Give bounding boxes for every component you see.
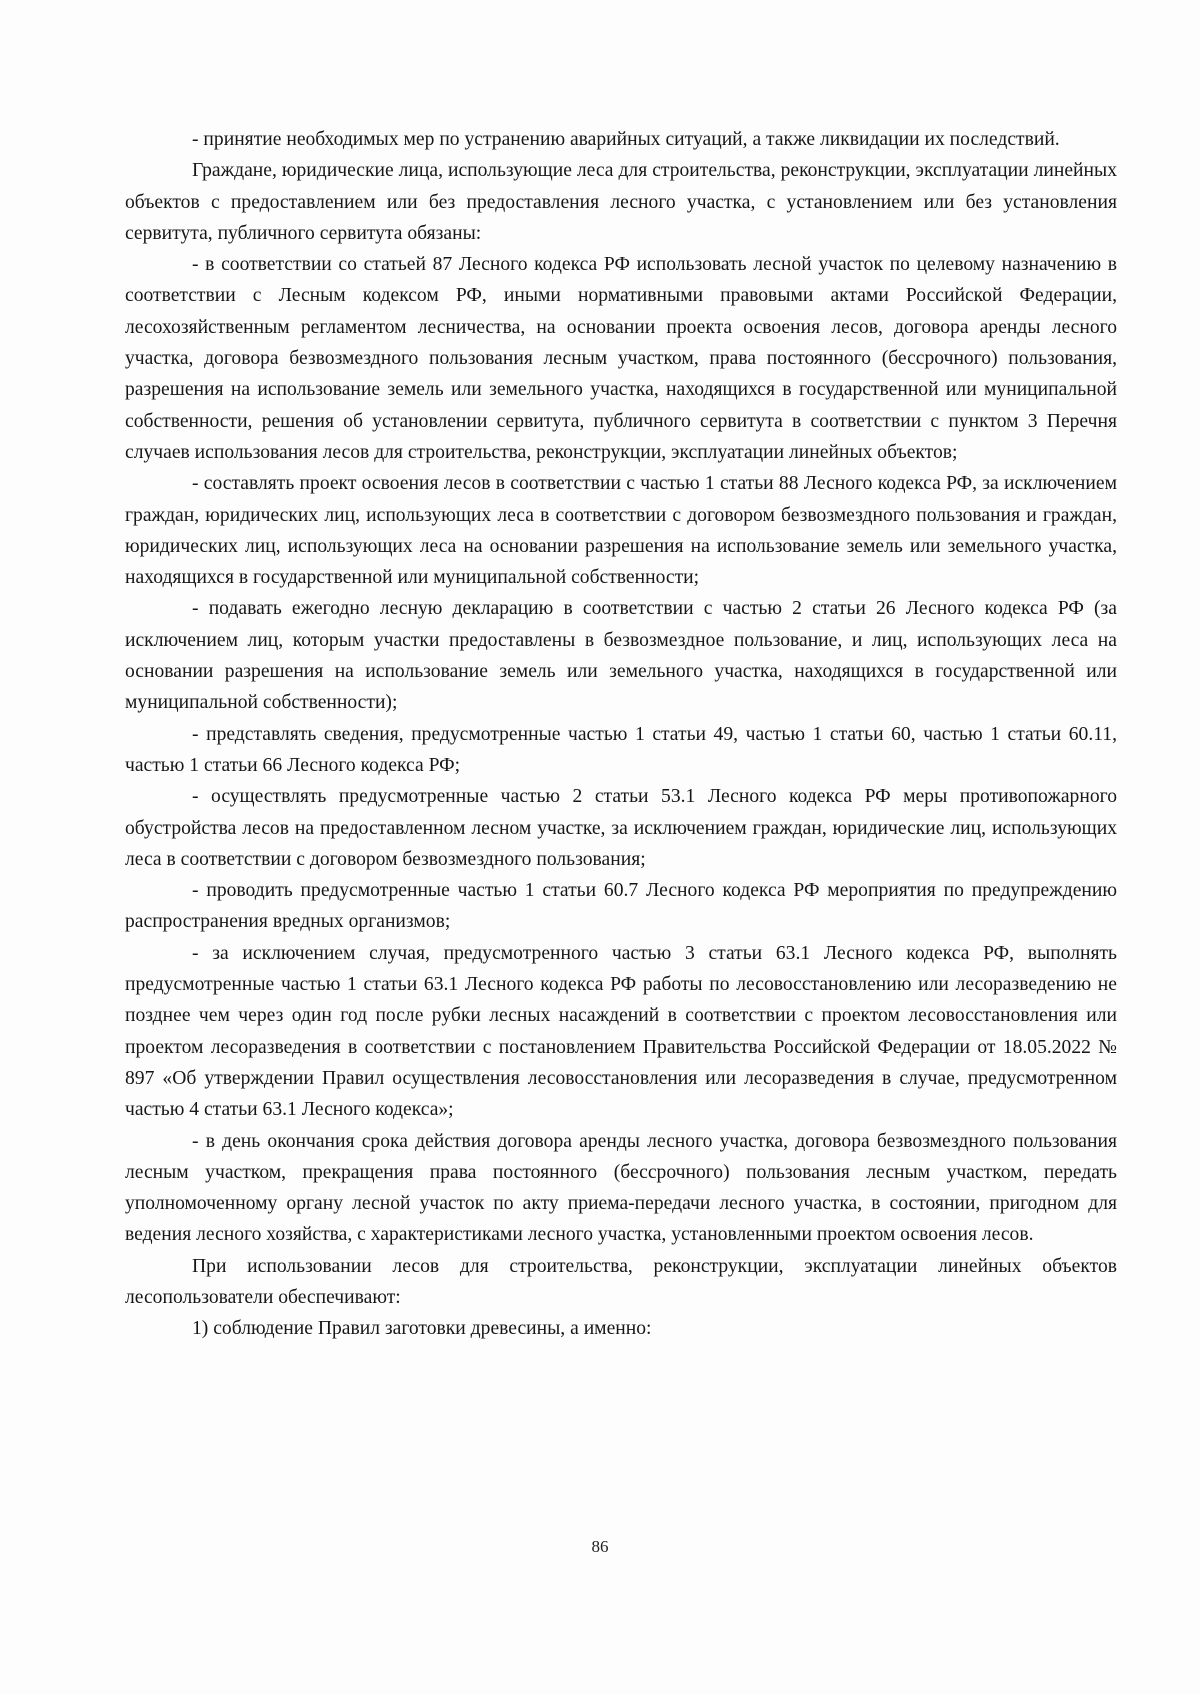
- paragraph-timber-rules: 1) соблюдение Правил заготовки древесины, а именно:: [192, 1318, 652, 1340]
- paragraph-article-88: - составлять проект освоения лесов в соответствии с частью 1 статьи 88 Лесного кодекса РФ, за исключением граждан, юридических лиц, использующих леса в соответствии с договором безвозмездного пользования и граждан, юридических лиц, использующих леса на основании разрешения на использование земель или земельного участка, находящихся в государственной или муниципальной собственности;: [125, 473, 1117, 589]
- paragraph-users-ensure: При использовании лесов для строительства, реконструкции, эксплуатации линейных объектов лесопользователи обеспечивают:: [125, 1255, 1117, 1308]
- paragraph-emergency-measures: - принятие необходимых мер по устранению аварийных ситуаций, а также ликвидации их последствий.: [192, 129, 1060, 150]
- paragraph-pest-prevention: - проводить предусмотренные частью 1 статьи 60.7 Лесного кодекса РФ мероприятия по предупреждению распространения вредных организмов;: [125, 880, 1117, 933]
- page-number: 86: [591, 1537, 609, 1556]
- paragraph-fire-prevention: - осуществлять предусмотренные частью 2 статьи 53.1 Лесного кодекса РФ меры противопожарного обустройства лесов на предоставленном лесном участке, за исключением граждан, юридические лиц, использующих леса в соответствии с договором безвозмездного пользования;: [125, 786, 1117, 870]
- document-body: [125, 124, 1117, 1345]
- paragraph-forest-declaration: - подавать ежегодно лесную декларацию в соответствии с частью 2 статьи 26 Лесного кодекса РФ (за исключением лиц, которым участки предоставлены в безвозмездное пользование, и лиц, использующих леса на основании разрешения на использование земель или земельного участка, находящихся в государственной или муниципальной собственности);: [125, 598, 1117, 714]
- paragraph-provide-information: - представлять сведения, предусмотренные частью 1 статьи 49, частью 1 статьи 60, частью 1 статьи 60.11, частью 1 статьи 66 Лесного кодекса РФ;: [125, 723, 1117, 776]
- paragraph-reforestation: - за исключением случая, предусмотренного частью 3 статьи 63.1 Лесного кодекса РФ, выполнять предусмотренные частью 1 статьи 63.1 Лесного кодекса РФ работы по лесовосстановлению или лесоразведению не позднее чем через один год после рубки лесных насаждений в соответствии с проектом лесовосстановления или проектом лесоразведения в соответствии с постановлением Правительства Российской Федерации от 18.05.2022 № 897 «Об утверждении Правил осуществления лесовосстановления или лесоразведения в случае, предусмотренном частью 4 статьи 63.1 Лесного кодекса»;: [125, 942, 1117, 1121]
- paragraph-obligations-intro: Граждане, юридические лица, использующие леса для строительства, реконструкции, эксплуатации линейных объектов с предоставлением или без предоставления лесного участка, с установлением или без установления сервитута, публичного сервитута обязаны:: [125, 160, 1117, 244]
- paragraph-article-87: - в соответствии со статьей 87 Лесного кодекса РФ использовать лесной участок по целевому назначению в соответствии с Лесным кодексом РФ, иными нормативными правовыми актами Российской Федерации, лесохозяйственным регламентом лесничества, на основании проекта освоения лесов, договора аренды лесного участка, договора безвозмездного пользования лесным участком, права постоянного (бессрочного) пользования, разрешения на использование земель или земельного участка, находящихся в государственной или муниципальной собственности, решения об установлении сервитута, публичного сервитута в соответствии с пунктом 3 Перечня случаев использования лесов для строительства, реконструкции, эксплуатации линейных объектов;: [125, 254, 1117, 463]
- paragraph-return-plot: - в день окончания срока действия договора аренды лесного участка, договора безвозмездного пользования лесным участком, прекращения права постоянного (бессрочного) пользования лесным участком, передать уполномоченному органу лесной участок по акту приема-передачи лесного участка, в состоянии, пригодном для ведения лесного хозяйства, с характеристиками лесного участка, установленными проектом освоения лесов.: [125, 1130, 1117, 1246]
